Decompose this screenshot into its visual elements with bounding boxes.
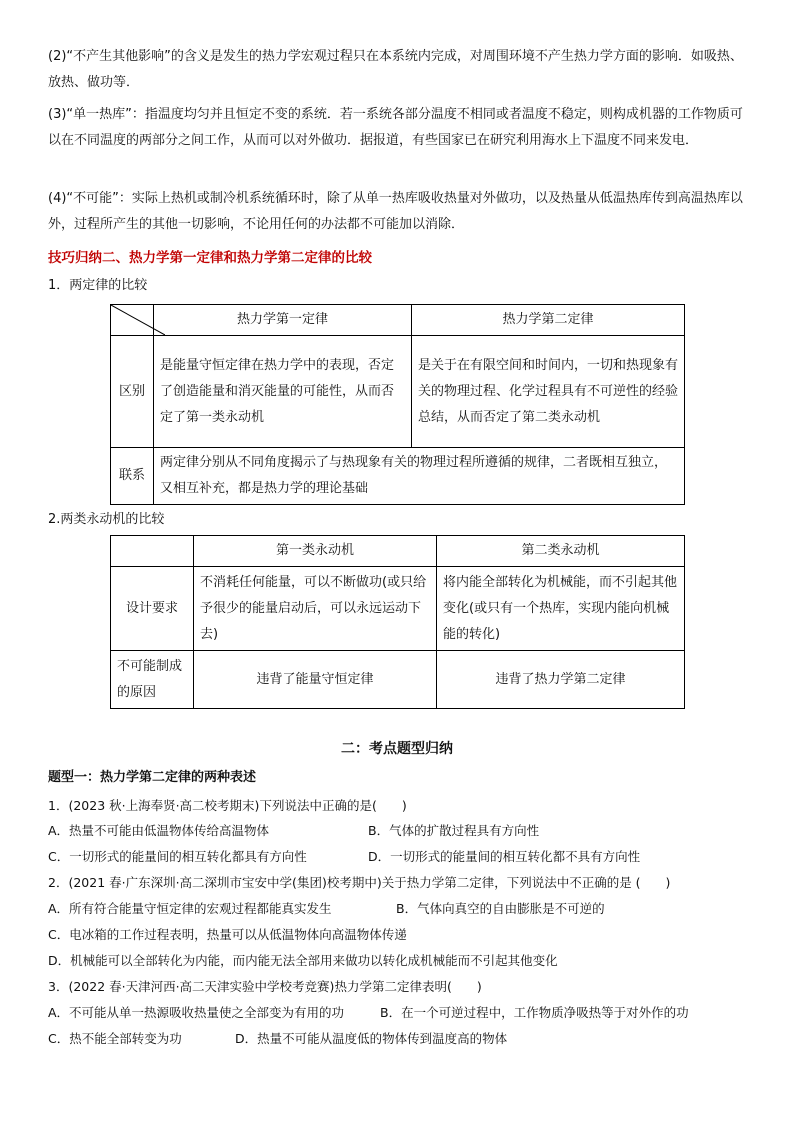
paragraph-2: (2)“不产生其他影响”的含义是发生的热力学宏观过程只在本系统内完成，对周围环境不产生热力学方面的影响．如吸热、放热、做功等． [48,49,743,90]
paragraph-3: (3)“单一热库”：指温度均匀并且恒定不变的系统．若一系统各部分温度不相同或者温度不稳定，则构成机器的工作物质可以在不同温度的两部分之间工作，从而可以对外做功．据报道，有些国家已在研究利用海水上下温度不同来发电． [48,107,743,148]
q1-option-c: C．一切形式的能量间的相互转化都具有方向性 [48,849,307,864]
table2-col-first-kind: 第一类永动机 [194,536,437,567]
section2-title: 二：考点题型归纳 [341,741,453,757]
diagonal-header-cell [111,305,154,336]
perpetual-motion-table [110,535,685,709]
q2-option-c: C．电冰箱的工作过程表明，热量可以从低温物体向高温物体传递 [48,927,407,942]
table1-relation-text: 两定律分别从不同角度揭示了与热现象有关的物理过程所遵循的规律，二者既相互独立，又相互补充，都是热力学的理论基础 [154,448,685,505]
table2-row-design-label: 设计要求 [111,567,194,651]
q3-option-a: A．不可能从单一热源吸收热量使之全部变为有用的功 [48,1005,345,1020]
q1-stem: 1．(2023 秋·上海奉贤·高二校考期末)下列说法中正确的是( ) [48,798,407,813]
q2-option-d: D．机械能可以全部转化为内能，而内能无法全部用来做功以转化成机械能而不引起其他变化 [48,953,558,968]
q3-option-b: B．在一个可逆过程中，工作物质净吸热等于对外作的功 [380,1005,689,1020]
laws-comparison-table [110,304,685,505]
q1-option-b: B．气体的扩散过程具有方向性 [368,823,540,838]
table1-row-relation-label: 联系 [111,448,154,505]
q2-stem: 2．(2021 春·广东深圳·高二深圳市宝安中学(集团)校考期中)关于热力学第二定律，下列说法中不正确的是 ( ) [48,875,671,890]
q2-option-a: A．所有符合能量守恒定律的宏观过程都能真实发生 [48,901,332,916]
table1-difference-second-law: 是关于在有限空间和时间内，一切和热现象有关的物理过程、化学过程具有不可逆性的经验总结，从而否定了第二类永动机 [412,336,685,448]
table2-reason-first-kind: 违背了能量守恒定律 [194,651,437,709]
q3-option-d: D．热量不可能从温度低的物体传到温度高的物体 [235,1031,508,1046]
type1-title: 题型一：热力学第二定律的两种表述 [48,770,257,785]
table1-col-first-law: 热力学第一定律 [154,305,412,336]
diagonal-line [111,305,165,335]
table2-reason-second-kind: 违背了热力学第二定律 [437,651,685,709]
table2-caption: 2.两类永动机的比较 [48,512,165,527]
q2-option-b: B．气体向真空的自由膨胀是不可逆的 [396,901,605,916]
q1-option-d: D．一切形式的能量间的相互转化都不具有方向性 [368,849,641,864]
table2-design-first-kind: 不消耗任何能量，可以不断做功(或只给予很少的能量启动后，可以永远运动下去) [194,567,437,651]
table2-design-second-kind: 将内能全部转化为机械能，而不引起其他变化(或只有一个热库，实现内能向机械能的转化) [437,567,685,651]
table2-col-second-kind: 第二类永动机 [437,536,685,567]
table1-difference-first-law: 是能量守恒定律在热力学中的表现，否定了创造能量和消灭能量的可能性，从而否定了第一类永动机 [154,336,412,448]
table1-col-second-law: 热力学第二定律 [412,305,685,336]
table2-row-reason-label: 不可能制成的原因 [111,651,194,709]
table1-caption: 1．两定律的比较 [48,278,148,293]
table1-row-difference-label: 区别 [111,336,154,448]
paragraph-4: (4)“不可能”：实际上热机或制冷机系统循环时，除了从单一热库吸收热量对外做功，以及热量从低温热库传到高温热库以外，过程所产生的其他一切影响，不论用任何的办法都不可能加以消除． [48,191,743,232]
q1-option-a: A．热量不可能由低温物体传给高温物体 [48,823,270,838]
q3-stem: 3．(2022 春·天津河西·高二天津实验中学校考竞赛)热力学第二定律表明( ) [48,979,482,994]
table2-empty-header [111,536,194,567]
section-tip2-heading: 技巧归纳二、热力学第一定律和热力学第二定律的比较 [48,250,372,266]
q3-option-c: C．热不能全部转变为功 [48,1031,182,1046]
